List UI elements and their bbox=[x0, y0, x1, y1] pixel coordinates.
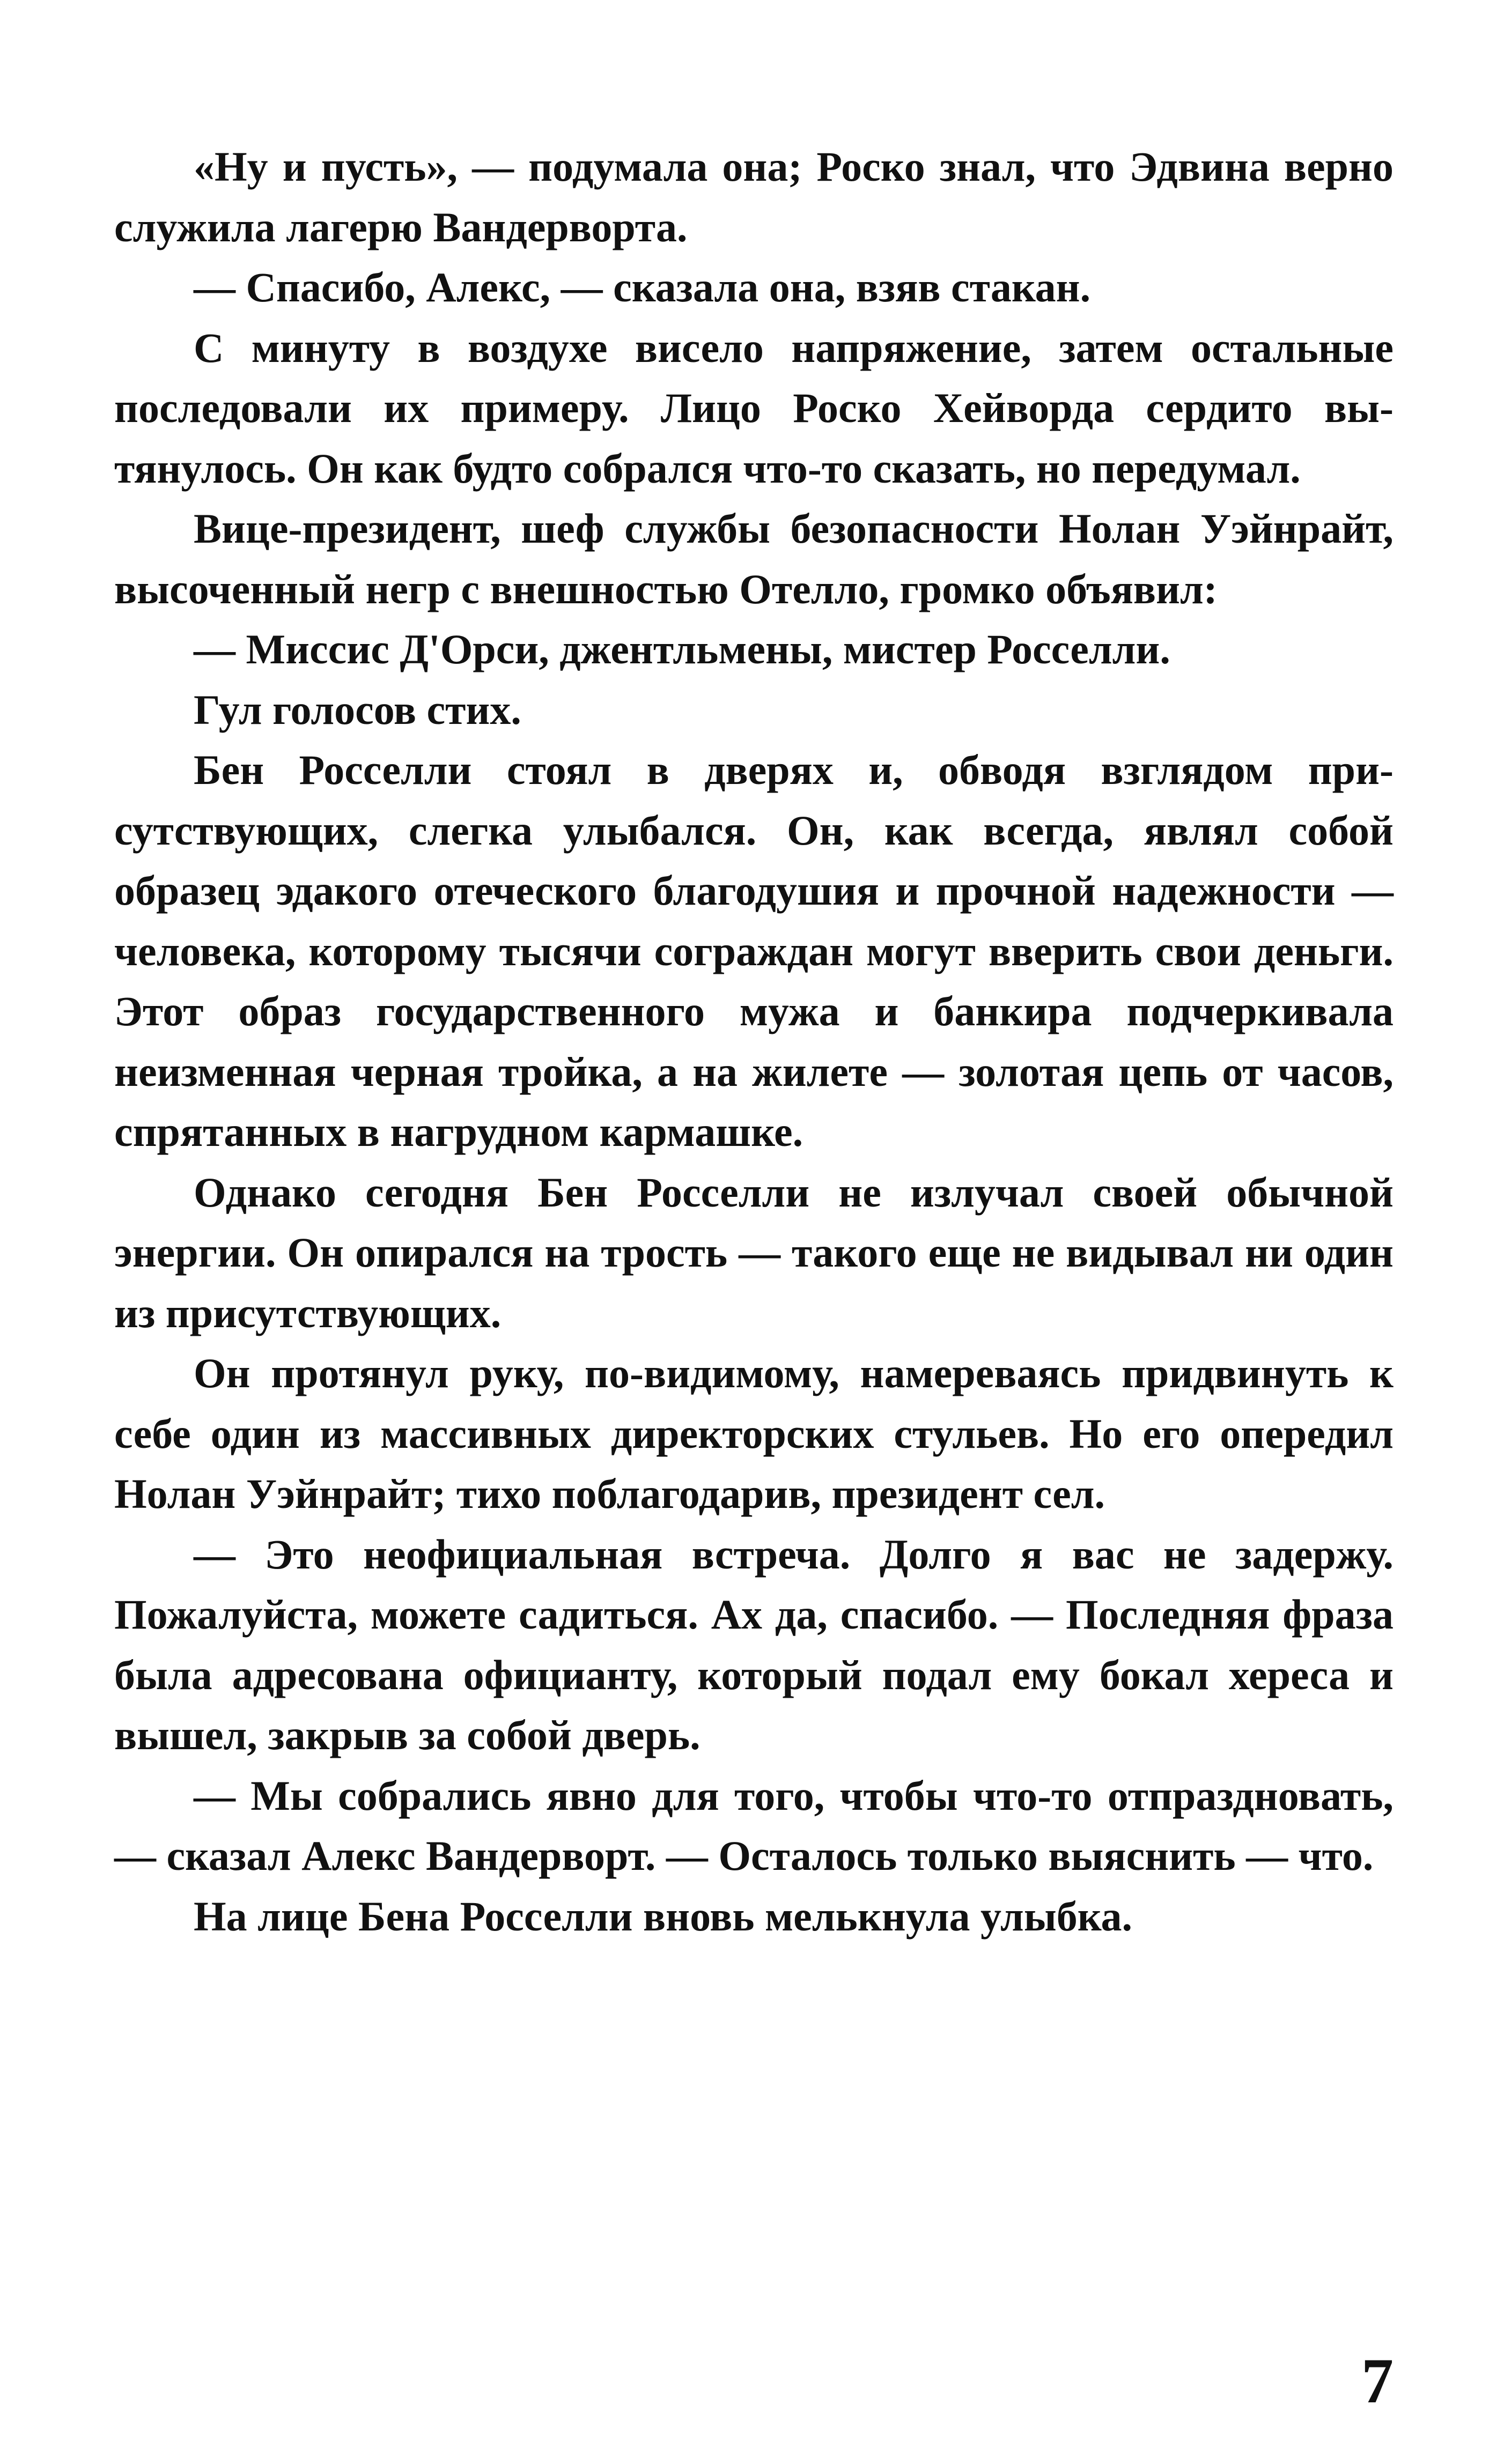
paragraph-1: «Ну и пусть», — подумала она; Роско знал, что Эдвина верно служила лагерю Вандерворта. bbox=[114, 143, 1394, 250]
paragraph-6: Гул голосов стих. bbox=[194, 686, 521, 733]
paragraph-2: — Спасибо, Алекс, — сказала она, взяв стакан. bbox=[194, 264, 1091, 310]
page-number: 7 bbox=[1361, 2345, 1394, 2416]
paragraph-9: Он протянул руку, по-видимому, намереваясь придвинуть к себе один из массивных директорских стульев. Но его опередил Нолан Уэйнрайт; тихо поблагодарив, президент сел. bbox=[114, 1350, 1394, 1517]
paragraph-5: — Миссис Д'Орси, джентльмены, мистер Росселли. bbox=[194, 626, 1170, 672]
paragraph-4: Вице-президент, шеф службы безопасности Нолан Уэйнрайт, высоченный негр с внешностью Отелло, громко объявил: bbox=[114, 505, 1394, 612]
paragraph-3: С минуту в воздухе висело напряжение, затем остальные последовали их примеру. Лицо Роско Хейворда сердито вытянулось. Он как будто собрался что-то сказать, но передумал. bbox=[114, 324, 1394, 492]
paragraph-10: — Это неофициальная встреча. Долго я вас не задержу. Пожалуйста, можете садиться. Ах да, спасибо. — Последняя фраза была адресована официанту, который подал ему бокал хереса и вышел, закрыв за собой дверь. bbox=[114, 1530, 1394, 1758]
page-text bbox=[114, 137, 1394, 1947]
paragraph-12: На лице Бена Росселли вновь мелькнула улыбка. bbox=[194, 1892, 1132, 1940]
paragraph-11: — Мы собрались явно для того, чтобы что-то отпраздновать, — сказал Алекс Вандерворт. — Осталось только выяснить — что. bbox=[114, 1772, 1394, 1879]
paragraph-8: Однако сегодня Бен Росселли не излучал своей обычной энергии. Он опирался на трость — такого еще не видывал ни один из присутствующих. bbox=[114, 1168, 1394, 1336]
paragraph-7: Бен Росселли стоял в дверях и, обводя взглядом присутствующих, слегка улыбался. Он, как всегда, являл собой образец эдакого отеческого благодушия и прочной надежности — человека, которому тысячи сограждан могут вверить свои деньги. Этот образ государственного мужа и банкира подчеркивала неизменная черная тройка, а на жилете — золотая цепь от часов, спрятанных в нагрудном кармашке. bbox=[114, 746, 1394, 1155]
